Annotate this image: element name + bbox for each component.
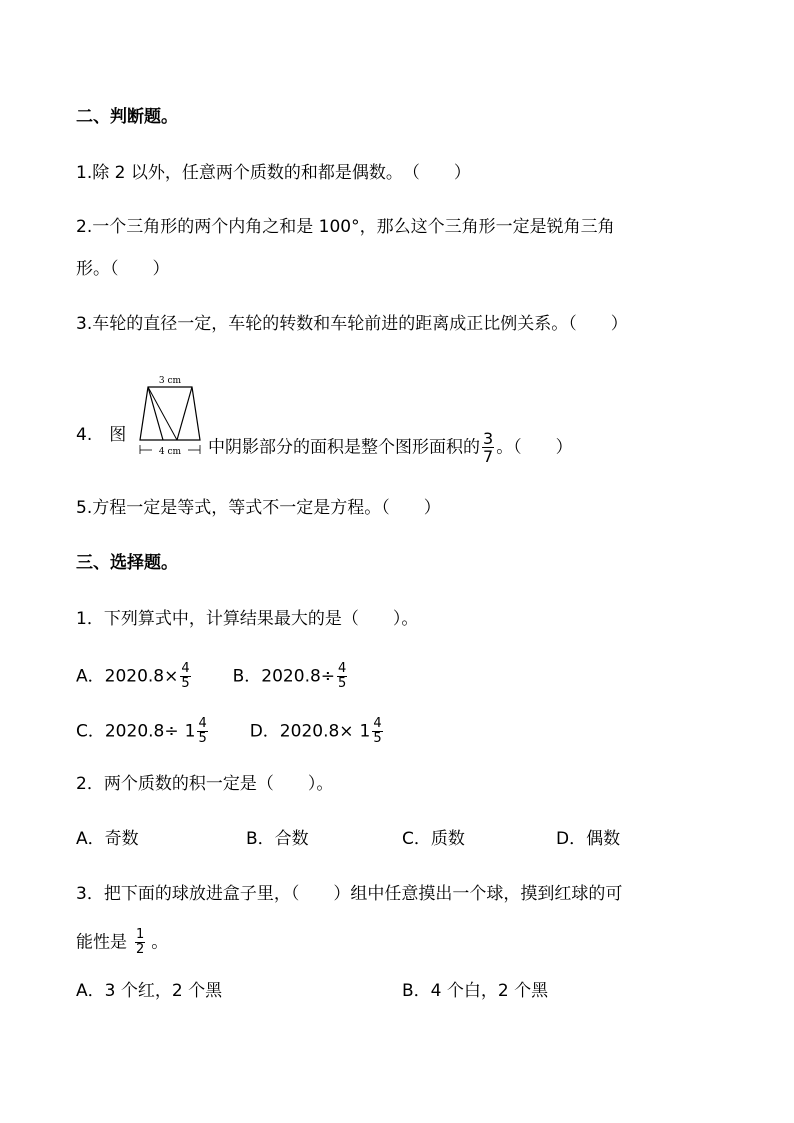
judge-question-5: 5.方程一定是等式，等式不一定是方程。（ ） <box>76 498 441 518</box>
judge-question-2-line2: 形。（ ） <box>76 259 170 279</box>
judge-question-4-prefix: 4. 图 <box>76 425 127 445</box>
choice-question-2-stem: 2．两个质数的积一定是（ ）。 <box>76 774 334 794</box>
choice-question-1-stem: 1．下列算式中，计算结果最大的是（ ）。 <box>76 609 419 629</box>
option-b-fraction: $\frac{4}{5}$ <box>338 661 347 691</box>
option-c-fraction: $\frac{4}{5}$ <box>198 716 207 746</box>
judge-question-3: 3.车轮的直径一定，车轮的转数和车轮前进的距离成正比例关系。（ ） <box>76 314 628 334</box>
choice-question-1-options-cd <box>76 717 385 746</box>
option-c-label: C．2020.8÷ <box>76 721 179 742</box>
judge-question-4-suffix: 。（ ） <box>496 437 573 458</box>
trapezoid-bottom-label: 4 cm <box>158 447 182 457</box>
choice-question-3-option-b: B．4 个白，2 个黑 <box>402 981 549 1001</box>
choice-question-1-options-ab <box>76 662 349 691</box>
choice-question-2-option-d: D．偶数 <box>556 829 621 849</box>
option-d-label: D．2020.8× <box>249 721 354 742</box>
choice-question-3-option-a: A．3 个红，2 个黑 <box>76 981 223 1001</box>
option-d-whole: 1 <box>359 721 371 742</box>
fraction-one-half: $\frac{1}{2}$ <box>136 927 145 957</box>
option-a-label: A．2020.8× <box>76 666 179 687</box>
section2-title: 二、判断题。 <box>76 107 178 127</box>
fraction-three-sevenths: $\frac{3}{7}$ <box>483 429 494 466</box>
section3-title: 三、选择题。 <box>76 553 178 573</box>
choice-question-3-stem-line1: 3．把下面的球放进盒子里，（ ）组中任意摸出一个球，摸到红球的可 <box>76 884 623 904</box>
option-d-fraction: $\frac{4}{5}$ <box>373 716 382 746</box>
trapezoid-figure <box>136 372 204 460</box>
option-c-whole: 1 <box>184 721 196 742</box>
choice-question-2-option-c: C．质数 <box>402 829 465 849</box>
choice-question-2-option-b: B．合数 <box>246 829 309 849</box>
judge-question-4-text <box>208 430 573 465</box>
judge-question-4-body: 中阴影部分的面积是整个图形面积的 <box>208 437 480 458</box>
option-b-label: B．2020.8÷ <box>232 666 336 687</box>
judge-question-2-line1: 2.一个三角形的两个内角之和是 100°，那么这个三角形一定是锐角三角 <box>76 217 615 237</box>
choice-question-2-option-a: A．奇数 <box>76 829 139 849</box>
choice-question-3-stem-line2: 能性是 $\frac{1}{2}$ 。 <box>76 927 169 957</box>
trapezoid-top-label: 3 cm <box>158 376 182 386</box>
option-a-fraction: $\frac{4}{5}$ <box>181 661 190 691</box>
judge-question-1: 1.除 2 以外，任意两个质数的和都是偶数。 （ ） <box>76 163 471 183</box>
